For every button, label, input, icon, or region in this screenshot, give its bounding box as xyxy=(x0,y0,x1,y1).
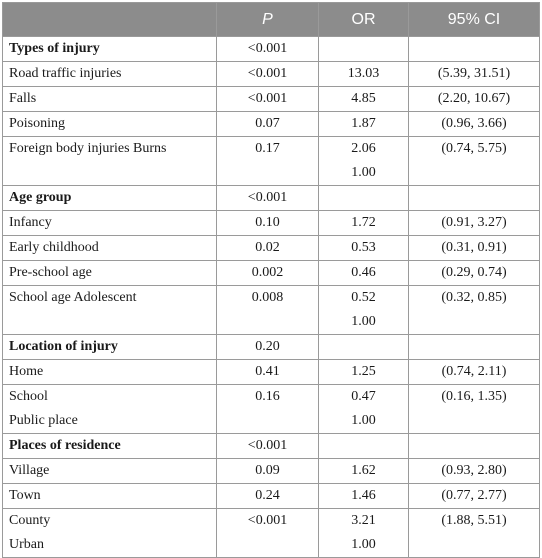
header-variable xyxy=(3,3,217,37)
confidence-interval-cell: (2.20, 10.67) xyxy=(409,87,540,112)
p-value-cell: 0.07 xyxy=(217,112,319,137)
odds-ratio-cell xyxy=(319,236,409,261)
table-row xyxy=(3,459,540,484)
odds-ratio-line: 1.87 xyxy=(351,116,376,131)
table-row xyxy=(3,236,540,261)
p-value-cell: 0.008 xyxy=(217,286,319,335)
odds-ratio-cell xyxy=(319,186,409,211)
odds-ratio-line: 4.85 xyxy=(351,91,376,106)
confidence-interval-cell xyxy=(409,186,540,211)
row-label xyxy=(3,62,217,87)
odds-ratio-cell xyxy=(319,459,409,484)
table-row xyxy=(3,509,540,558)
odds-ratio-cell xyxy=(319,211,409,236)
row-label xyxy=(3,459,217,484)
confidence-interval-cell: (0.77, 2.77) xyxy=(409,484,540,509)
label-line: Foreign body injuries Burns xyxy=(9,141,167,156)
row-label xyxy=(3,286,217,335)
group-header-row xyxy=(3,37,540,62)
label-line: Falls xyxy=(9,91,37,106)
label-line: School age Adolescent xyxy=(9,290,137,305)
table-row xyxy=(3,112,540,137)
odds-ratio-cell xyxy=(319,484,409,509)
group-label xyxy=(3,37,217,62)
table-row xyxy=(3,62,540,87)
odds-ratio-line: 1.00 xyxy=(351,537,376,552)
label-line: Poisoning xyxy=(9,116,66,131)
group-label xyxy=(3,186,217,211)
p-value-cell: <0.001 xyxy=(217,37,319,62)
label-line: Early childhood xyxy=(9,240,99,255)
odds-ratio-line: 2.06 xyxy=(351,141,376,156)
table-row xyxy=(3,360,540,385)
row-label xyxy=(3,236,217,261)
odds-ratio-line: 3.21 xyxy=(351,513,376,528)
odds-ratio-cell xyxy=(319,112,409,137)
row-label xyxy=(3,137,217,186)
row-label xyxy=(3,261,217,286)
confidence-interval-cell: (0.96, 3.66) xyxy=(409,112,540,137)
p-value-cell: 0.10 xyxy=(217,211,319,236)
group-label xyxy=(3,335,217,360)
label-line: Urban xyxy=(9,537,44,552)
odds-ratio-line: 1.72 xyxy=(351,215,376,230)
table-row xyxy=(3,286,540,335)
odds-ratio-cell xyxy=(319,360,409,385)
odds-ratio-line: 1.46 xyxy=(351,488,376,503)
odds-ratio-cell xyxy=(319,62,409,87)
p-value-cell: 0.16 xyxy=(217,385,319,434)
label-line: Village xyxy=(9,463,50,478)
group-header-row xyxy=(3,335,540,360)
row-label xyxy=(3,385,217,434)
table-row xyxy=(3,87,540,112)
p-value-cell: 0.41 xyxy=(217,360,319,385)
table-body xyxy=(3,37,540,558)
confidence-interval-cell: (0.91, 3.27) xyxy=(409,211,540,236)
group-label xyxy=(3,434,217,459)
label-line: Home xyxy=(9,364,44,379)
label-line: Infancy xyxy=(9,215,52,230)
odds-ratio-cell xyxy=(319,434,409,459)
label-line: Types of injury xyxy=(9,41,100,56)
odds-ratio-cell xyxy=(319,335,409,360)
p-value-cell: 0.002 xyxy=(217,261,319,286)
odds-ratio-cell xyxy=(319,261,409,286)
table-row xyxy=(3,385,540,434)
table-row xyxy=(3,261,540,286)
odds-ratio-line: 13.03 xyxy=(347,66,380,81)
row-label xyxy=(3,112,217,137)
odds-ratio-line: 0.53 xyxy=(351,240,376,255)
p-value-cell: <0.001 xyxy=(217,186,319,211)
odds-ratio-table xyxy=(2,2,540,558)
odds-ratio-cell xyxy=(319,137,409,186)
label-line: Public place xyxy=(9,413,78,428)
header-confidence-interval: 95% CI xyxy=(409,3,540,37)
confidence-interval-cell: (0.74, 5.75) xyxy=(409,137,540,186)
label-line: Places of residence xyxy=(9,438,121,453)
label-line: County xyxy=(9,513,51,528)
table-header xyxy=(3,3,540,37)
p-value-cell: 0.17 xyxy=(217,137,319,186)
header-odds-ratio: OR xyxy=(319,3,409,37)
header-row xyxy=(3,3,540,37)
p-value-cell: <0.001 xyxy=(217,434,319,459)
confidence-interval-cell: (5.39, 31.51) xyxy=(409,62,540,87)
label-line: Town xyxy=(9,488,41,503)
confidence-interval-cell: (0.31, 0.91) xyxy=(409,236,540,261)
table-row xyxy=(3,211,540,236)
odds-ratio-cell xyxy=(319,87,409,112)
label-line: Pre-school age xyxy=(9,265,92,280)
confidence-interval-cell: (0.16, 1.35) xyxy=(409,385,540,434)
p-value-cell: 0.02 xyxy=(217,236,319,261)
group-header-row xyxy=(3,186,540,211)
p-value-cell: <0.001 xyxy=(217,87,319,112)
odds-ratio-cell xyxy=(319,286,409,335)
odds-ratio-line: 1.00 xyxy=(351,413,376,428)
confidence-interval-cell: (0.29, 0.74) xyxy=(409,261,540,286)
odds-ratio-cell xyxy=(319,385,409,434)
label-line: Road traffic injuries xyxy=(9,66,122,81)
confidence-interval-cell: (0.32, 0.85) xyxy=(409,286,540,335)
p-value-cell: 0.20 xyxy=(217,335,319,360)
confidence-interval-cell xyxy=(409,37,540,62)
confidence-interval-cell xyxy=(409,434,540,459)
odds-ratio-cell xyxy=(319,37,409,62)
label-line: Age group xyxy=(9,190,72,205)
odds-ratio-line: 1.00 xyxy=(351,314,376,329)
table-row xyxy=(3,484,540,509)
p-value-cell: 0.24 xyxy=(217,484,319,509)
odds-ratio-line: 0.46 xyxy=(351,265,376,280)
label-line: School xyxy=(9,389,48,404)
p-value-cell: 0.09 xyxy=(217,459,319,484)
confidence-interval-cell: (0.93, 2.80) xyxy=(409,459,540,484)
row-label xyxy=(3,509,217,558)
header-p-value: P xyxy=(217,3,319,37)
row-label xyxy=(3,87,217,112)
p-value-cell: <0.001 xyxy=(217,62,319,87)
confidence-interval-cell: (0.74, 2.11) xyxy=(409,360,540,385)
odds-ratio-line: 0.47 xyxy=(351,389,376,404)
row-label xyxy=(3,484,217,509)
odds-ratio-line: 1.62 xyxy=(351,463,376,478)
row-label xyxy=(3,211,217,236)
odds-ratio-line: 1.25 xyxy=(351,364,376,379)
odds-ratio-line: 0.52 xyxy=(351,290,376,305)
confidence-interval-cell xyxy=(409,335,540,360)
label-line: Location of injury xyxy=(9,339,118,354)
p-value-cell: <0.001 xyxy=(217,509,319,558)
group-header-row xyxy=(3,434,540,459)
table-row xyxy=(3,137,540,186)
confidence-interval-cell: (1.88, 5.51) xyxy=(409,509,540,558)
odds-ratio-cell xyxy=(319,509,409,558)
row-label xyxy=(3,360,217,385)
odds-ratio-line: 1.00 xyxy=(351,165,376,180)
